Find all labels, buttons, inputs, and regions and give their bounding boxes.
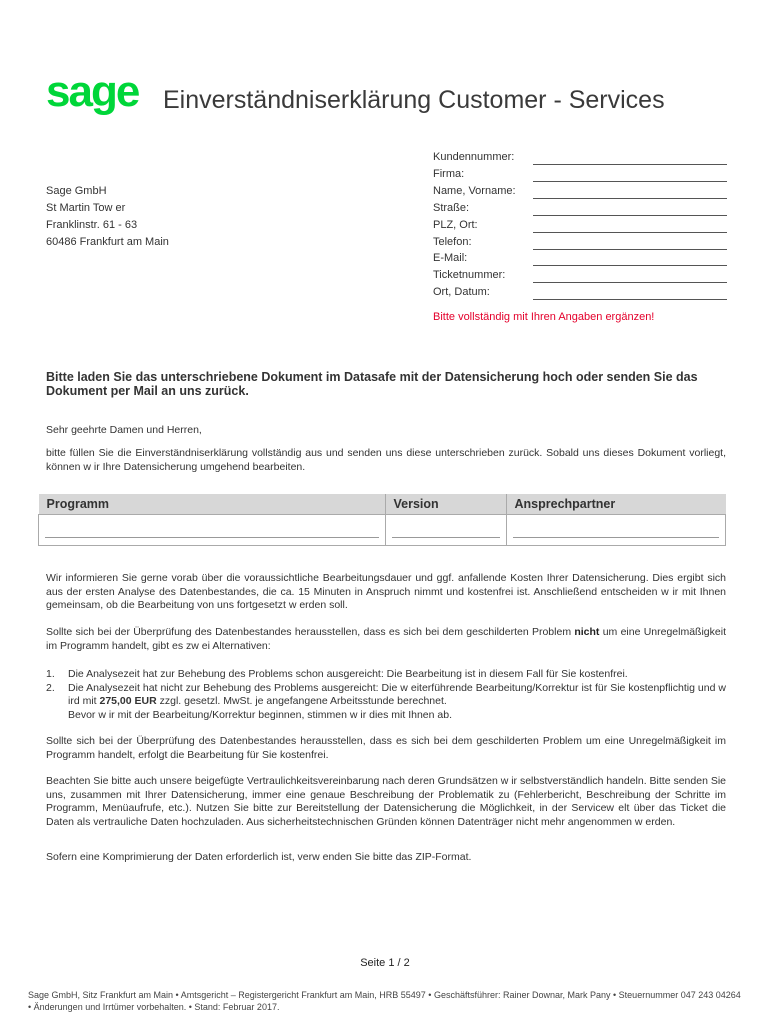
field-line-strasse[interactable] — [533, 215, 727, 216]
ansprechpartner-input-cell[interactable] — [506, 515, 726, 546]
address-line-2: St Martin Tow er — [46, 202, 126, 214]
confidentiality-paragraph: Beachten Sie bitte auch unsere beigefügte Vertraulichkeitsvereinbarung nach deren Grundsätzen w ir selbstverständlich handeln. Bitte senden Sie uns, zusammen mit Ihrer Datensicherung, immer eine genaue Beschreibung der Problematik zu (Fehlerbericht, Beschreibung der Schritte im Programm, Menüaufrufe, etc.). Nutzen Sie bitte zur Bereitstellung der Datensicherung die Möglichkeit, in der Servicew elt über das Ticket die Daten als vertrauliche Daten hochzuladen. Aus sicherheitstechnischen Gründen können Datenträger nicht mehr angenommen w erden. — [46, 775, 727, 828]
field-line-ticketnummer[interactable] — [533, 282, 727, 283]
field-label-plz-ort: PLZ, Ort: — [433, 219, 478, 231]
zip-format-paragraph: Sofern eine Komprimierung der Daten erforderlich ist, verw enden Sie bitte das ZIP-Format. — [46, 851, 472, 863]
page-number: Seite 1 / 2 — [360, 957, 410, 969]
price-amount: 275,00 EUR — [99, 695, 157, 707]
field-line-firma[interactable] — [533, 181, 727, 182]
version-input-cell[interactable] — [385, 515, 506, 546]
table-row — [39, 515, 726, 546]
address-line-1: Sage GmbH — [46, 185, 107, 197]
field-label-email: E-Mail: — [433, 252, 468, 264]
programm-input-cell[interactable] — [39, 515, 386, 546]
table-header-ansprechpartner: Ansprechpartner — [506, 494, 726, 515]
field-line-kundennummer[interactable] — [533, 164, 727, 165]
alternatives-list — [46, 668, 726, 722]
logo-text: sage — [46, 74, 139, 116]
field-label-telefon: Telefon: — [433, 236, 472, 248]
salutation: Sehr geehrte Damen und Herren, — [46, 424, 202, 436]
table-header-programm: Programm — [39, 494, 386, 515]
table-header-version: Version — [385, 494, 506, 515]
field-label-name: Name, Vorname: — [433, 185, 516, 197]
completion-reminder: Bitte vollständig mit Ihren Angaben ergänzen! — [433, 311, 655, 323]
field-label-strasse: Straße: — [433, 202, 470, 214]
field-label-firma: Firma: — [433, 168, 465, 180]
field-label-kundennummer: Kundennummer: — [433, 151, 515, 163]
list-item: 1. Die Analysezeit hat zur Behebung des Problems schon ausgereicht: Die Bearbeitung ist in diesem Fall für Sie kostenfrei. — [46, 668, 628, 680]
sage-logo — [46, 74, 150, 118]
address-line-4: 60486 Frankfurt am Main — [46, 236, 169, 248]
info-paragraph: Wir informieren Sie gerne vorab über die voraussichtliche Bearbeitungsdauer und ggf. anfallende Kosten Ihrer Datensicherung. Dies ergibt sich aus der ersten Analyse des Datenbestandes, die ca. 15 Minuten in Anspruch nimmt und kostenfrei ist. Anschließend entscheiden w ir mit Ihnen gemeinsam, ob die Bearbeitung von uns fortgesetzt w erden soll. — [46, 572, 726, 611]
field-line-name[interactable] — [533, 198, 727, 199]
field-line-ort-datum[interactable] — [533, 299, 727, 300]
field-line-plz-ort[interactable] — [533, 232, 727, 233]
alternatives-paragraph: Sollte sich bei der Überprüfung des Datenbestandes herausstellen, dass es sich bei dem geschilderten Problem nicht um eine Unregelmäßigkeit im Programm handelt, gibt es zw ei Alternativen: — [46, 626, 726, 652]
intro-paragraph: bitte füllen Sie die Einverständniserklärung vollständig aus und senden uns diese unterschrieben zurück. Sobald uns dieses Dokument vorliegt, können w ir Ihre Datensicherung umgehend bearbeiten. — [46, 447, 726, 473]
document-title: Einverständniserklärung Customer - Services — [163, 86, 665, 114]
emphasis-nicht: nicht — [574, 626, 600, 638]
field-line-telefon[interactable] — [533, 249, 727, 250]
instruction-headline: Bitte laden Sie das unterschriebene Dokument im Datasafe mit der Datensicherung hoch oder senden Sie das Dokument per Mail an uns zurück. — [46, 370, 698, 398]
address-line-3: Franklinstr. 61 - 63 — [46, 219, 138, 231]
field-label-ort-datum: Ort, Datum: — [433, 286, 490, 298]
list-item: 2. Die Analysezeit hat nicht zur Behebung des Problems ausgereicht: Die w eiterführende Bearbeitung/Korrektur ist für Sie kostenpflichtig und w ird mit 275,00 EUR zzgl. gesetzl. MwSt. je angefangene Arbeitsstunde berechnet. Bevor w ir mit der Bearbeitung/Korrektur beginnen, stimmen w ir dies mit Ihnen ab. — [46, 681, 726, 721]
free-processing-paragraph: Sollte sich bei der Überprüfung des Datenbestandes herausstellen, dass es sich bei dem geschilderten Problem um eine Unregelmäßigkeit im Programm handelt, erfolgt die Bearbeitung für Sie kostenfrei. — [46, 735, 726, 761]
legal-footer: Sage GmbH, Sitz Frankfurt am Main • Amtsgericht – Registergericht Frankfurt am Main, HRB 55497 • Geschäftsführer: Rainer Downar, Mark Pany • Steuernummer 047 243 04264 • Änderungen und Irrtümer vorbehalten. • Stand: Februar 2017. — [28, 990, 741, 1012]
field-label-ticketnummer: Ticketnummer: — [433, 269, 506, 281]
program-table — [38, 494, 726, 546]
field-line-email[interactable] — [533, 265, 727, 266]
